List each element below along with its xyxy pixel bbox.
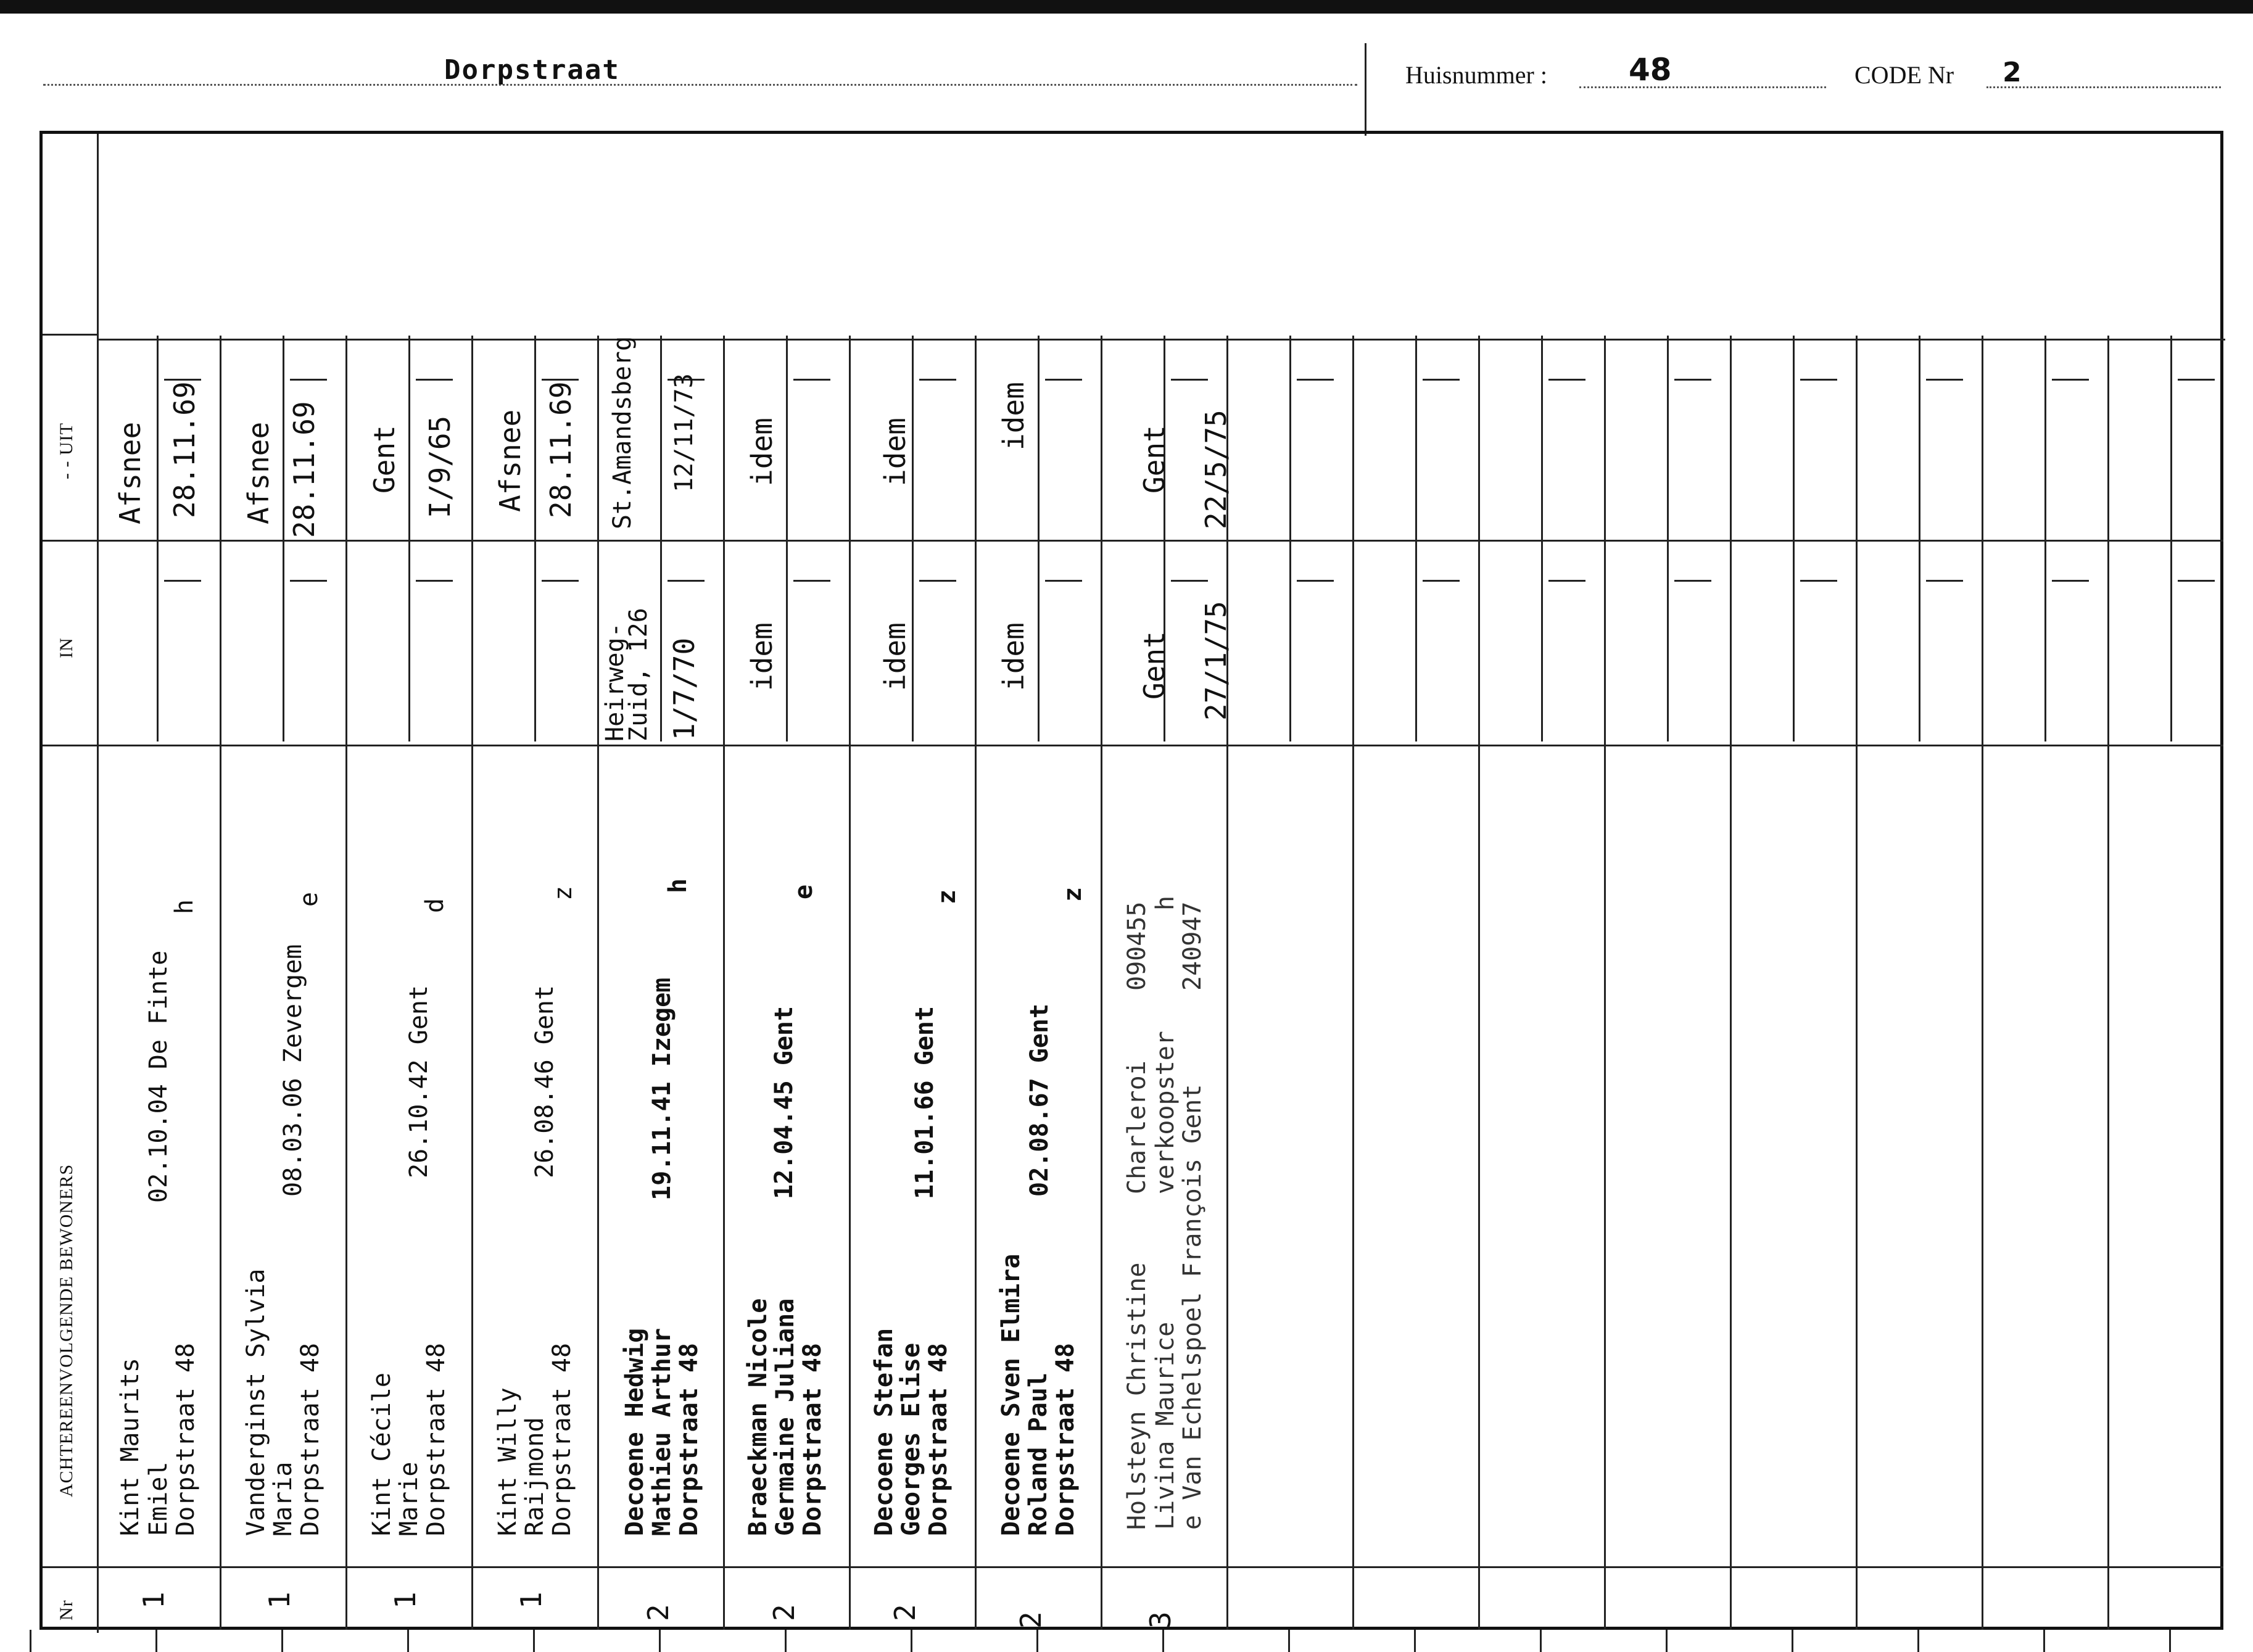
header-divider [1365,43,1366,136]
relation-code: z [549,885,577,901]
record-column-border [1352,336,1354,1630]
relation-code: h [170,899,199,914]
household-nr: 2 [642,1604,675,1621]
date-tick [1800,580,1837,582]
birth-info: 02.08.67 Gent [1025,1003,1054,1197]
date-tick [2178,580,2215,582]
in-place: Heirweg-Zuid, 126 [601,608,653,741]
bottom-edge-tick [155,1630,157,1652]
relation-code: e [295,891,323,907]
bottom-edge-tick [911,1630,912,1652]
street-dotted-line [43,84,1357,86]
date-tick [1926,379,1963,381]
record-column-border [345,336,347,1630]
out-place: Afsnee [242,421,275,524]
date-subcolumn-border [1541,336,1543,741]
record-column-border [1982,336,1983,1630]
date-tick [793,580,830,582]
date-subcolumn-border [2044,336,2046,741]
date-tick [542,580,579,582]
resident-name-line: Emiel [144,1461,173,1536]
birth-info: 11.01.66 Gent [911,1006,939,1199]
date-tick [2052,379,2089,381]
record-column-border [2107,336,2109,1630]
date-tick [542,379,579,381]
bottom-edge-tick [1917,1630,1919,1652]
record-column-border [1604,336,1606,1630]
date-tick [164,379,201,381]
resident-name-line: Vanderginst Sylvia [242,1268,270,1536]
out-place: Afsnee [494,409,527,512]
date-tick [919,379,956,381]
occupation: verkoopster [1151,1031,1180,1194]
relation-code: z [933,889,961,904]
date-tick [1674,580,1711,582]
column-label-residents: ACHTEREENVOLGENDE BEWONERS [56,1163,76,1497]
date-tick [1171,379,1208,381]
resident-name-line: Decoene Stefan [870,1328,898,1536]
out-date: I/9/65 [423,415,457,518]
resident-name-line: Germaine Juliana [771,1298,800,1536]
date-subcolumn-border [660,336,662,741]
household-nr: 2 [1014,1611,1048,1629]
date-tick [1045,379,1082,381]
date-tick [2052,580,2089,582]
relation-code: h [1151,895,1180,911]
record-column-border [1478,336,1480,1630]
resident-name-line: Kint Willy [494,1387,522,1536]
top-band-border [97,339,2225,341]
resident-name-line: Kint Cécile [368,1373,396,1536]
birth-info: 26.10.42 Gent [405,985,433,1178]
resident-name-line: Kint Maurits [116,1358,144,1536]
in-date: 1/7/70 [668,637,701,740]
household-nr: 2 [767,1604,801,1621]
date-tick [668,580,705,582]
date-tick [1548,379,1585,381]
in-place: Gent [1138,631,1171,700]
household-nr: 3 [1144,1611,1177,1629]
in-date: 27/1/75 [1199,601,1233,721]
bottom-edge-tick [1414,1630,1416,1652]
resident-name-line: Marie [395,1461,423,1536]
record-column-border [597,336,599,1630]
date-tick [1045,580,1082,582]
bottom-edge-tick [281,1630,283,1652]
relation-code: z [1059,886,1087,902]
bottom-edge-tick [1288,1630,1290,1652]
resident-name-line: Livina Maurice [1151,1321,1180,1530]
resident-address: Dorpstraat 48 [924,1342,953,1536]
in-place: idem [997,622,1030,691]
house-number-value: 48 [1629,52,1672,88]
date-subcolumn-border [1919,336,1920,741]
date-subcolumn-border [1289,336,1291,741]
house-number-label: Huisnummer : [1405,61,1547,89]
birth-place: Charleroi [1123,1060,1151,1194]
out-date: 28.11.69 [168,381,201,518]
relation-code: d [421,898,449,913]
house-number-dotted-line [1579,86,1826,88]
resident-name-line: Maria [269,1461,297,1536]
date-subcolumn-border [157,336,159,741]
date-subcolumn-border [1667,336,1669,741]
resident-name-line: Mathieu Arthur [648,1328,676,1536]
resident-address: Dorpstraat 48 [798,1342,827,1536]
resident-name-line: Braeckman Nicole [744,1298,772,1536]
record-column-border [1226,336,1228,1630]
birth-info: 19.11.41 Izegem [648,977,676,1200]
bottom-edge-tick [1036,1630,1038,1652]
resident-name-line: Georges Elise [897,1342,925,1536]
record-column-border [220,336,221,1630]
record-column-border [1856,336,1858,1630]
date-tick [793,379,830,381]
out-date: 28.11.69 [544,381,577,518]
bottom-edge-tick [1792,1630,1793,1652]
date-subcolumn-border [1038,336,1040,741]
date-tick [164,580,201,582]
uit-in-border [43,540,2223,542]
in-place: idem [745,622,779,691]
bottom-edge-tick [2169,1630,2171,1652]
bottom-edge-tick [533,1630,535,1652]
record-column-border [471,336,473,1630]
date-tick [1423,379,1460,381]
date-tick [290,379,327,381]
out-place: idem [878,418,912,486]
date-subcolumn-border [408,336,410,741]
date-tick [1171,580,1208,582]
birth-info: 26.08.46 Gent [531,985,559,1178]
out-date: 28.11.69 [287,401,321,538]
bottom-edge-tick [407,1630,409,1652]
out-date: 12/11/73 [670,373,698,492]
date-tick [1800,379,1837,381]
out-place: idem [745,418,779,486]
street-name: Dorpstraat [444,54,620,86]
column-label-nr: Nr [56,1600,76,1621]
in-place: idem [878,622,912,691]
date-subcolumn-border [534,336,536,741]
register-number: 090455 [1123,901,1151,991]
record-column-border [1101,336,1102,1630]
resident-name-line: Decoene Hedwig [621,1328,649,1536]
code-value: 2 [2003,57,2022,88]
date-tick [1926,580,1963,582]
out-place: Gent [368,425,401,494]
date-subcolumn-border [283,336,284,741]
resident-address: Dorpstraat 48 [172,1342,200,1536]
date-subcolumn-border [786,336,788,741]
resident-name-line: e Van Echelspoel François Gent [1178,1084,1207,1530]
uit-top-border [43,334,97,336]
date-tick [1674,379,1711,381]
header-column-border [97,134,99,1633]
record-column-border [1730,336,1732,1630]
resident-name-line: Decoene Sven Elmira [997,1253,1025,1536]
bottom-edge-tick [1540,1630,1542,1652]
record-column-border [849,336,851,1630]
date-subcolumn-border [1415,336,1417,741]
record-column-border [723,336,725,1630]
code-label: CODE Nr [1854,61,1954,89]
column-label-in: IN [56,637,76,658]
bottom-edge-tick [1162,1630,1164,1652]
bottom-edge-tick [785,1630,787,1652]
birth-info: 02.10.04 De Finte [144,950,173,1203]
relation-code: h [664,878,692,893]
date-tick [1548,580,1585,582]
column-label-uit: - - UIT [56,423,76,479]
date-tick [1297,379,1334,381]
birth-info: 08.03.06 Zevergem [279,944,307,1197]
date-subcolumn-border [912,336,914,741]
household-nr: 1 [137,1592,170,1609]
date-tick [2178,379,2215,381]
date-tick [416,379,453,381]
record-column-border [975,336,977,1630]
register-number: 240947 [1178,901,1207,991]
relation-code: e [790,884,818,899]
resident-name-line: Raijmond [521,1417,549,1536]
date-subcolumn-border [2170,336,2172,741]
date-tick [416,580,453,582]
household-nr: 1 [515,1592,548,1609]
bottom-edge-tick [1666,1630,1668,1652]
household-nr: 2 [888,1604,922,1621]
bottom-edge-tick [2043,1630,2045,1652]
household-nr: 1 [263,1592,296,1609]
resident-address: Dorpstraat 48 [422,1342,450,1536]
out-place: Afsnee [114,421,147,524]
date-tick [1423,580,1460,582]
resident-name-line: Holsteyn Christine [1123,1262,1151,1530]
resident-address: Dorpstraat 48 [296,1342,325,1536]
date-tick [919,580,956,582]
out-place: St.Amandsberg [608,336,637,529]
date-tick [290,580,327,582]
resident-address: Dorpstraat 48 [548,1342,576,1536]
household-nr: 1 [389,1592,422,1609]
date-tick [1297,580,1334,582]
birth-info: 12.04.45 Gent [770,1006,798,1199]
bottom-edge-tick [30,1630,31,1652]
out-place: Gent [1138,425,1171,494]
in-residents-border [43,745,2223,746]
bottom-edge-tick [659,1630,661,1652]
date-subcolumn-border [1793,336,1795,741]
out-date: 22/5/75 [1199,410,1233,529]
top-border [0,0,2253,14]
code-dotted-line [1986,86,2221,88]
resident-address: Dorpstraat 48 [1051,1342,1080,1536]
resident-address: Dorpstraat 48 [675,1342,703,1536]
out-place: idem [997,382,1030,450]
resident-name-line: Roland Paul [1024,1373,1052,1536]
residents-nr-border [43,1566,2223,1568]
